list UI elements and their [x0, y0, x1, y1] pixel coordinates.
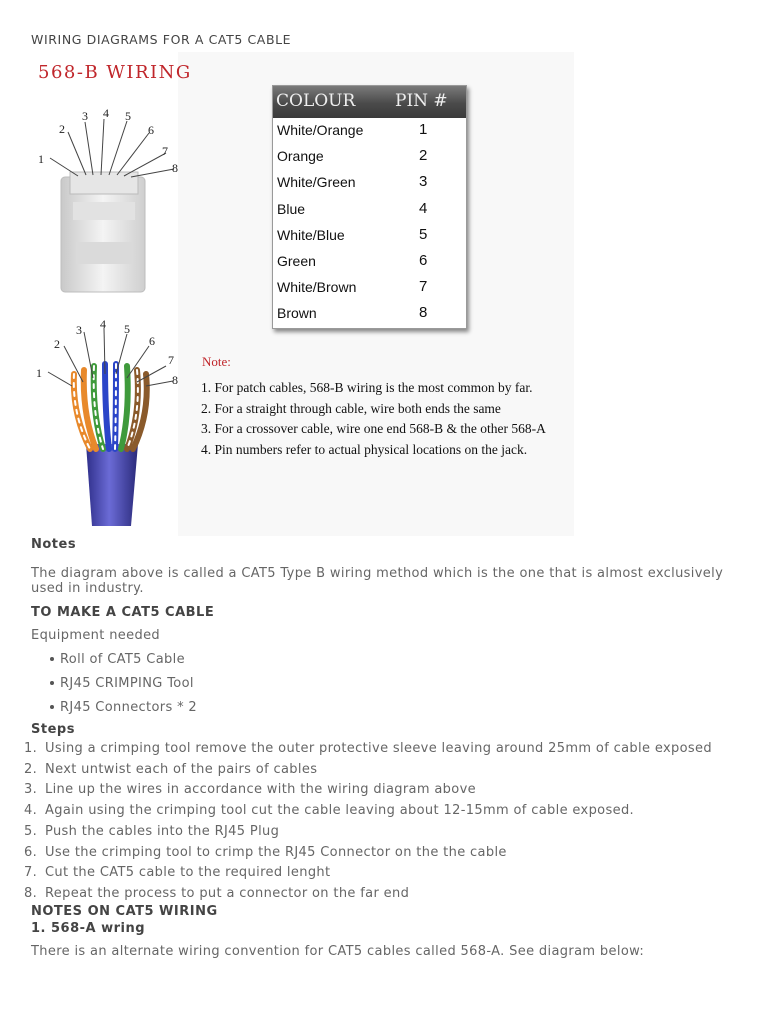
step-item: 2. Next untwist each of the pairs of cables	[24, 762, 318, 777]
cable-jacket	[86, 444, 138, 526]
equipment-item-label: RJ45 CRIMPING Tool	[60, 676, 194, 691]
pin-label: 6	[149, 334, 155, 348]
pin-cell: 3	[419, 173, 428, 191]
pin-label: 8	[172, 161, 178, 175]
pin-cell: 6	[419, 251, 428, 269]
cable-illustration	[28, 314, 198, 536]
pin-label: 8	[172, 373, 178, 387]
table-row	[273, 118, 466, 144]
pin-label: 1	[38, 152, 44, 166]
568a-paragraph: There is an alternate wiring convention for CAT5 cables called 568-A. See diagram below:	[31, 944, 645, 959]
equipment-item	[50, 652, 185, 667]
note-list	[201, 378, 546, 460]
pin-label: 4	[100, 317, 106, 331]
pin-label: 7	[168, 353, 174, 367]
colour-column-header: COLOUR	[276, 91, 356, 111]
pin-column-header: PIN #	[395, 91, 448, 111]
colour-cell: White/Blue	[277, 226, 345, 243]
step-text: Cut the CAT5 cable to the required lenght	[45, 865, 331, 880]
step-text: Again using the crimping tool cut the cable leaving about 12-15mm of cable exposed.	[45, 803, 635, 818]
bullet-icon	[50, 705, 54, 709]
colour-cell: Orange	[277, 148, 324, 165]
pin-label: 6	[148, 123, 154, 137]
step-item: 5. Push the cables into the RJ45 Plug	[24, 824, 280, 839]
wiring-notes-heading: NOTES ON CAT5 WIRING	[31, 904, 218, 919]
note-item: 2. For a straight through cable, wire both ends the same	[201, 400, 501, 416]
pin-cell: 4	[419, 199, 428, 217]
steps-heading: Steps	[31, 722, 75, 737]
note-item: 4. Pin numbers refer to actual physical locations on the jack.	[201, 441, 528, 457]
step-item: 6. Use the crimping tool to crimp the RJ45 Connector on the the cable	[24, 845, 507, 860]
table-row	[273, 197, 466, 223]
wiring-diagram-figure	[28, 52, 574, 536]
note-item: 3. For a crossover cable, wire one end 568-B & the other 568-A	[201, 421, 546, 436]
pin-label: 1	[36, 366, 42, 380]
pin-label: 2	[59, 122, 65, 136]
table-header	[273, 86, 466, 118]
bullet-icon	[50, 657, 54, 661]
colour-cell: White/Brown	[277, 279, 357, 296]
colour-cell: Brown	[277, 305, 317, 322]
colour-cell: Blue	[277, 200, 306, 217]
table-row	[273, 249, 466, 275]
pin-label: 7	[162, 144, 168, 158]
table-row	[273, 223, 466, 249]
step-text: Next untwist each of the pairs of cables	[45, 762, 318, 777]
equipment-item	[50, 700, 197, 715]
step-text: Line up the wires in accordance with the wiring diagram above	[45, 782, 476, 797]
colour-cell: Green	[277, 252, 316, 269]
notes-heading: Notes	[31, 537, 77, 552]
step-item: 4. Again using the crimping tool cut the cable leaving about 12-15mm of cable exposed.	[24, 803, 635, 818]
pin-label: 2	[54, 337, 60, 351]
bullet-icon	[50, 681, 54, 685]
table-row	[273, 275, 466, 301]
pin-colour-table	[272, 85, 467, 329]
table-row	[273, 144, 466, 170]
equipment-item-label: Roll of CAT5 Cable	[60, 652, 185, 667]
step-text: Push the cables into the RJ45 Plug	[45, 824, 280, 839]
pin-cell: 8	[419, 304, 428, 322]
equipment-item-label: RJ45 Connectors * 2	[60, 700, 198, 715]
colour-cell: White/Green	[277, 174, 356, 191]
note-title: Note:	[202, 354, 231, 369]
page-heading: WIRING DIAGRAMS FOR A CAT5 CABLE	[31, 32, 292, 47]
pin-label: 5	[124, 322, 130, 336]
pin-label: 4	[103, 106, 109, 120]
plug-contacts	[70, 172, 138, 194]
colour-cell: White/Orange	[277, 122, 364, 138]
rj45-connector-illustration	[28, 102, 198, 302]
step-item: 3. Line up the wires in accordance with the wiring diagram above	[24, 782, 476, 797]
pin-cell: 5	[419, 225, 428, 243]
pin-label: 5	[125, 109, 131, 123]
step-text: Using a crimping tool remove the outer protective sleeve leaving around 25mm of cable exposed	[45, 741, 712, 756]
step-text: Repeat the process to put a connector on the far end	[45, 886, 410, 901]
pin-label: 3	[76, 323, 82, 337]
make-cable-heading: TO MAKE A CAT5 CABLE	[31, 605, 215, 620]
pin-label: 3	[82, 109, 88, 123]
568a-subheading: 1. 568-A wring	[31, 921, 146, 936]
equipment-item	[50, 676, 194, 691]
step-text: Use the crimping tool to crimp the RJ45 Connector on the the cable	[45, 845, 507, 860]
table-row	[273, 170, 466, 196]
figure-title: 568-B WIRING	[38, 62, 192, 83]
step-item: 1. Using a crimping tool remove the outer protective sleeve leaving around 25mm of cable exposed	[24, 741, 712, 756]
equipment-label: Equipment needed	[31, 628, 161, 643]
pin-cell: 7	[419, 278, 428, 296]
note-item: 1. For patch cables, 568-B wiring is the most common by far.	[201, 380, 533, 395]
table-row	[273, 301, 466, 327]
step-item: 7. Cut the CAT5 cable to the required lenght	[24, 865, 331, 880]
pin-cell: 1	[419, 121, 428, 138]
notes-paragraph: The diagram above is called a CAT5 Type B wiring method which is the one that is almost exclusively used in industry.	[31, 566, 724, 596]
pin-cell: 2	[419, 147, 428, 165]
step-item: 8. Repeat the process to put a connector on the far end	[24, 886, 410, 901]
